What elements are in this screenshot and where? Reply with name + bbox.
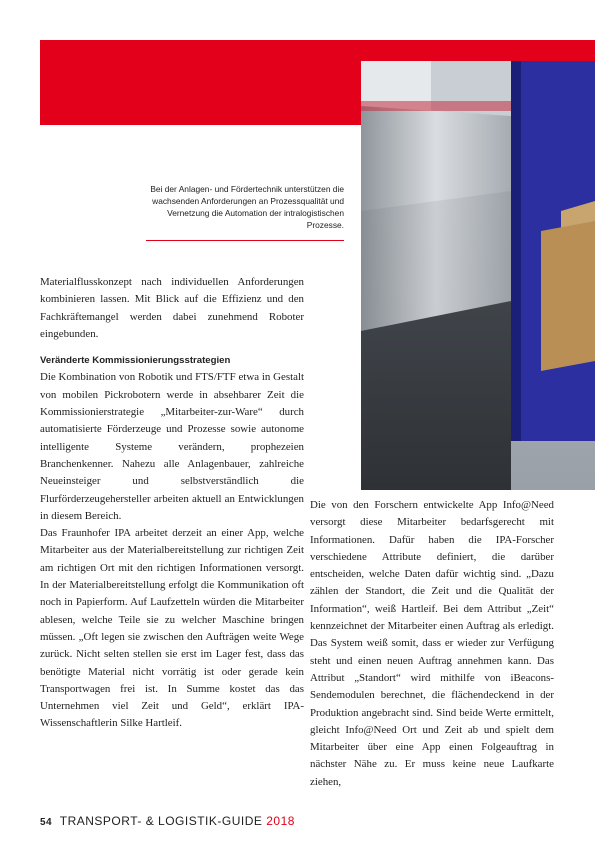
image-caption: Bei der Anlagen- und Fördertechnik unterstützen die wachsenden Anforderungen an Prozessqualität und Vernetzung die Automation der intralogistischen Prozesse. <box>150 184 344 230</box>
paragraph: Die von den Forschern entwickelte App Info@Need versorgt diese Mitarbeiter bedarfsgerecht mit Informationen. Dafür haben die IPA-Forscher verschiedene Attribute definiert, die darüber entscheiden, welche Daten dafür wichtig sind. „Dazu zählen der Standort, die Zeit und die Qualität der Information“, weiß Hartleif. Bei dem Attribut „Zeit“ kennzeichnet der Mitarbeiter einen Auftrag als erledigt. Das System weiß somit, dass er wieder zur Verfügung steht und einen neuen Auftrag annehmen kann. Das Attribut „Standort“ wird mithilfe von iBeacons-Sendemodulen berechnet, die flächendeckend in der Produktion angebracht sind. Sind beide Werte ermittelt, gleicht Info@Need Ort und Zeit ab und spielt dem Mitarbeiter über eine App einen Folgeauftrag in nächster Nähe zu. Er muss keine neue Laufkarte ziehen, <box>310 499 554 788</box>
publication-name: TRANSPORT- & LOGISTIK-GUIDE <box>59 814 263 828</box>
left-column <box>40 274 304 733</box>
section-subheading: Veränderte Kommissionierungsstrategien <box>40 355 231 367</box>
conveyor-illustration <box>361 61 595 490</box>
paragraph: Das Fraunhofer IPA arbeitet derzeit an einer App, welche Mitarbeiter aus der Materialbereitstellung zur richtigen Zeit am richtigen Ort mit den richtigen Informationen versorgt. In der Materialbereitstellung erfolgt die Kommunikation oft noch in Papierform. Auf Laufzetteln würden die Mitarbeiter ablesen, welche Teile sie zu welcher Maschine bringen müssen. „Oft legen sie zwischen den Aufträgen weite Wege zurück. Nicht selten stellen sie erst im Lager fest, dass das benötigte Material nicht vorrätig ist oder gerade kein Transportwagen frei ist. In Summe kostet das das Unternehmen viel Zeit und Geld“, erklärt IPA-Wissenschaftlerin Silke Hartleif. <box>40 527 304 730</box>
paragraph: Materialflusskonzept nach individuellen Anforderungen kombinieren lassen. Mit Blick auf die Effizienz und den Fachkräftemangel werden dabei zunehmend Roboter eingebunden. <box>40 276 304 340</box>
page-footer <box>40 814 295 828</box>
right-column <box>310 497 554 791</box>
conveyor-photo <box>361 61 595 490</box>
page-number: 54 <box>40 817 53 828</box>
publication-year: 2018 <box>266 814 295 828</box>
paragraph: Die Kombination von Robotik und FTS/FTF etwa in Gestalt von mobilen Pickrobotern werde in absehbarer Zeit die Kommissionierstrategie „Mitarbeiter-zur-Ware“ durch automatisierte Förderzeuge und Prozesse sowie autonome intelligente Systeme verändern, prophezeien Branchenkenner. Nahezu alle Anlagenbauer, zahlreiche Neueinsteiger und selbstverständlich die Flurförderzeugehersteller arbeiten aktuell an Entwicklungen in diesem Bereich. <box>40 371 304 522</box>
caption-divider <box>146 240 344 241</box>
